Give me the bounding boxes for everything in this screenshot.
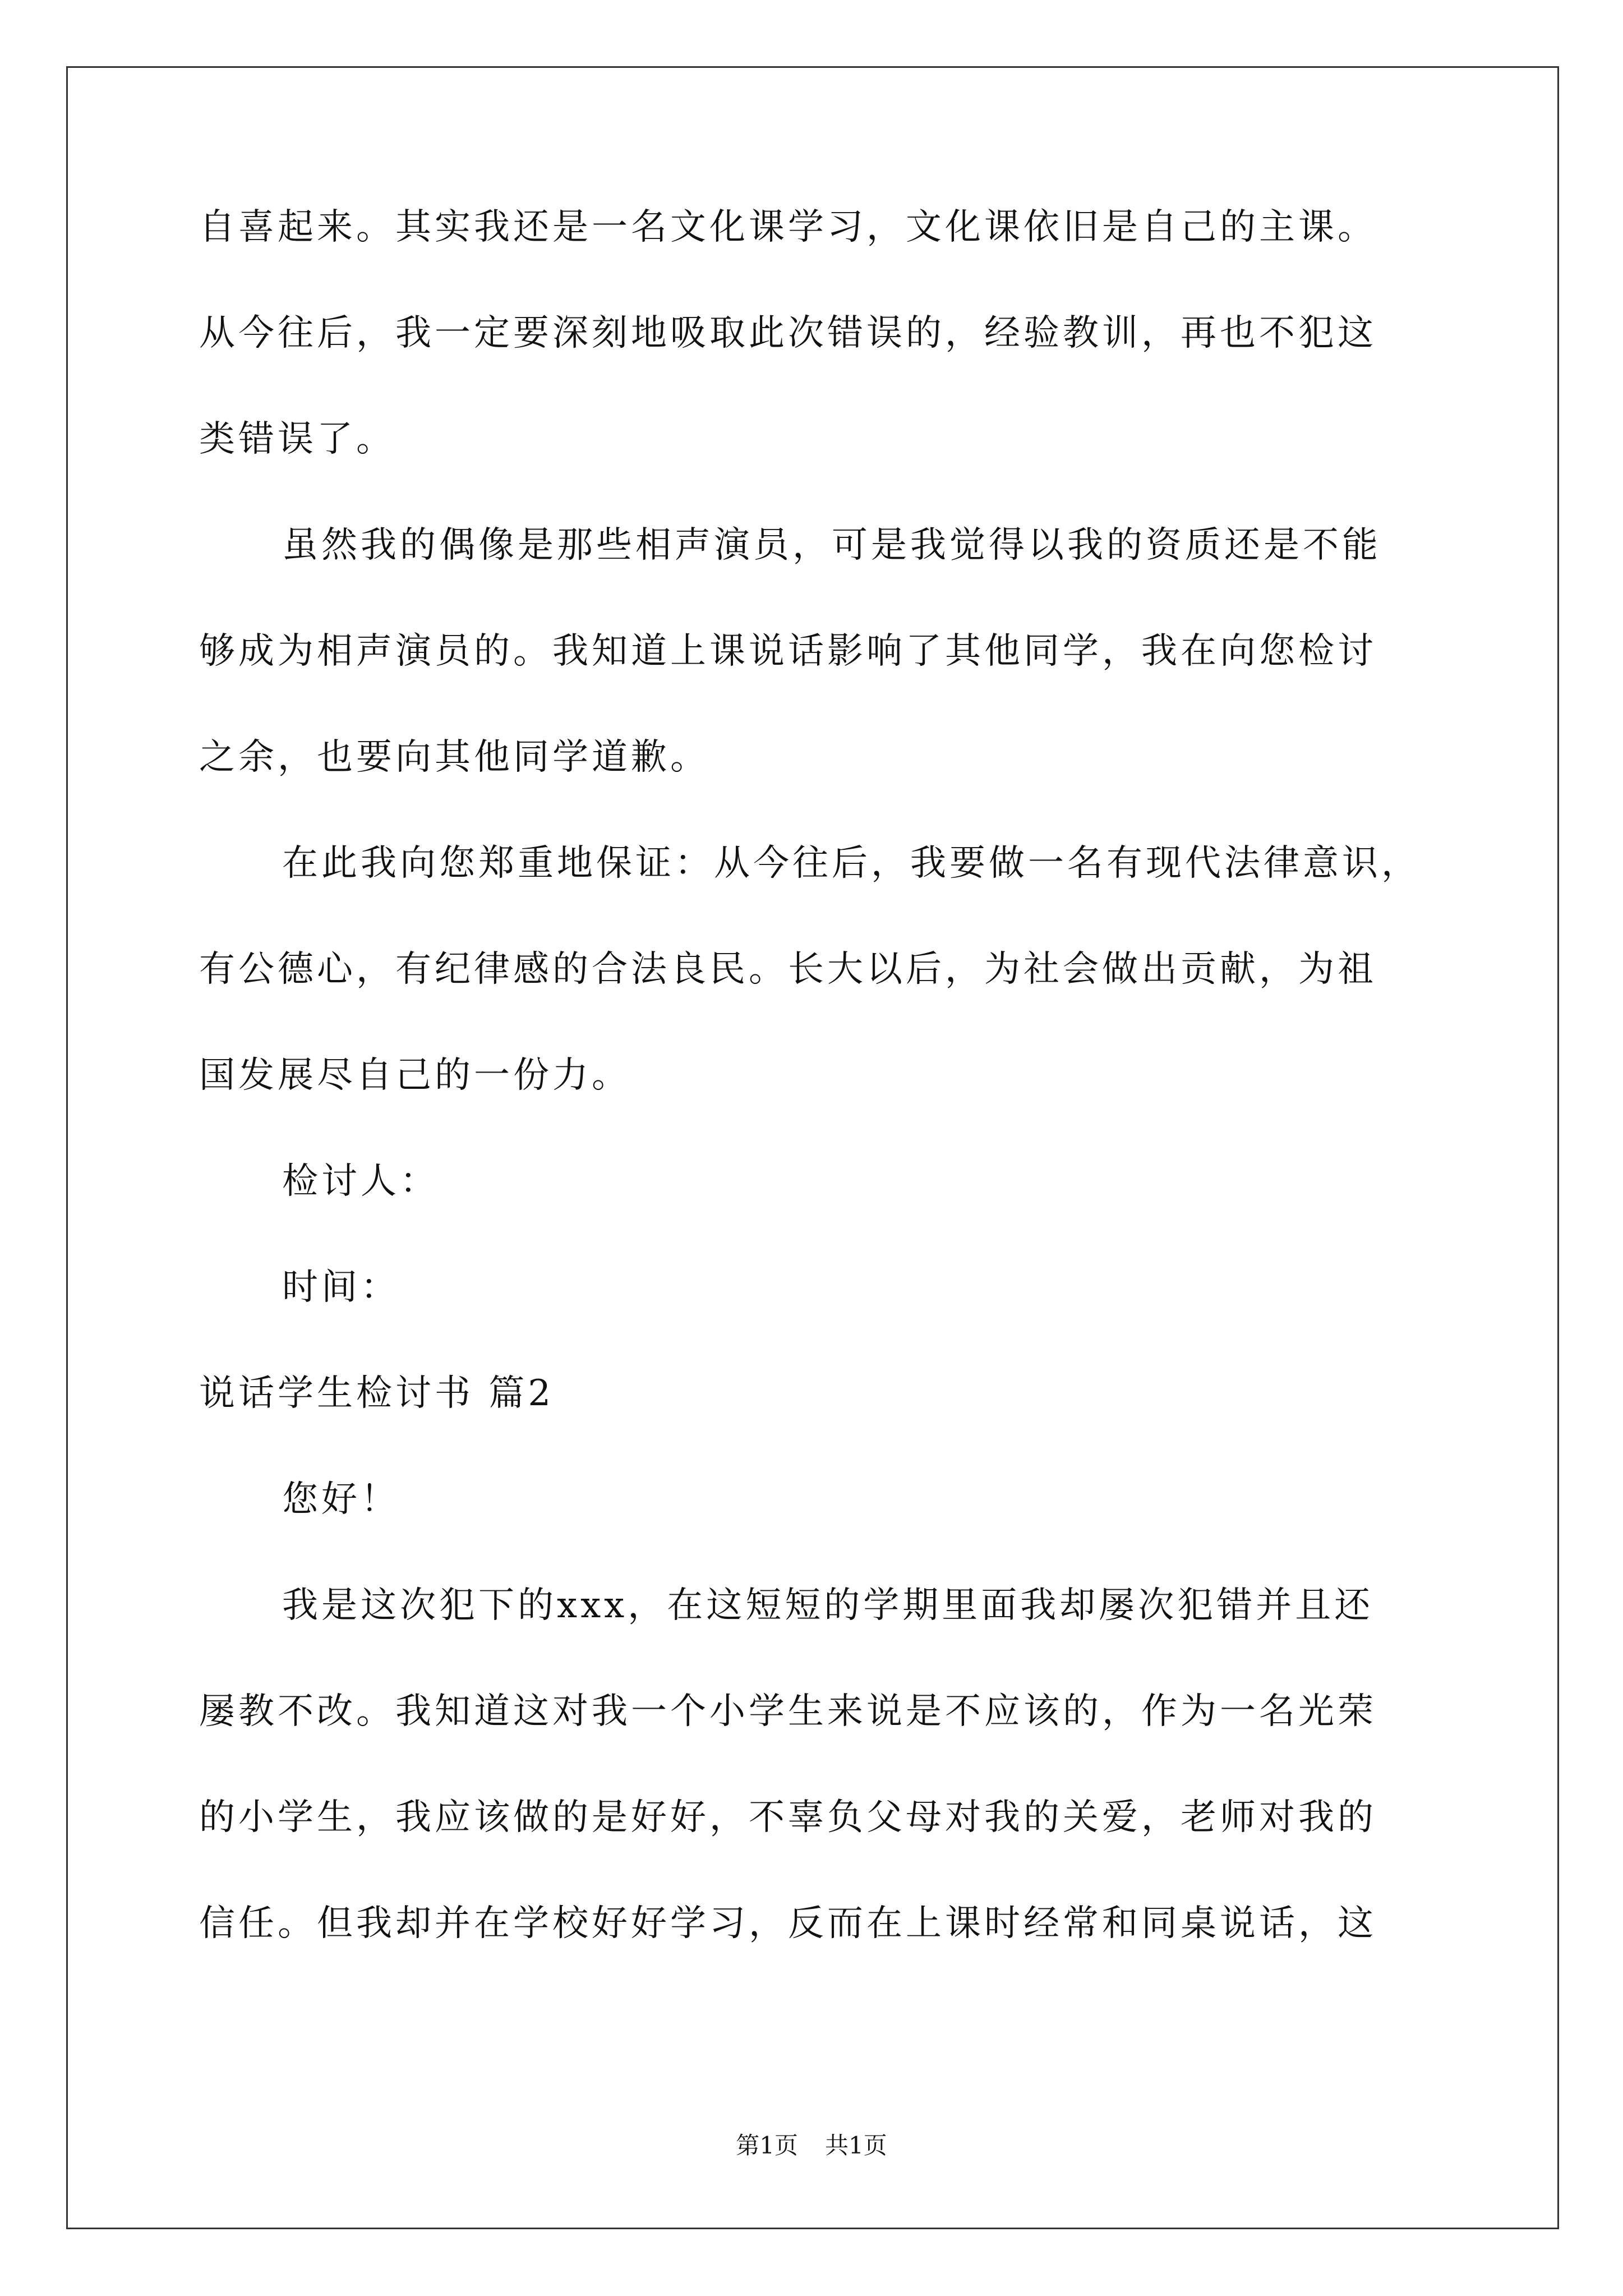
document-body — [199, 208, 1422, 2010]
greeting-line: 您好！ — [282, 1479, 400, 1520]
page-count: 共1页 — [825, 2132, 887, 2159]
text-line: 我是这次犯下的xxx，在这短短的学期里面我却屡次犯错并且还 — [282, 1585, 1374, 1626]
signature-line: 检讨人： — [282, 1161, 439, 1202]
text-line: 的小学生，我应该做的是好好，不辜负父母对我的关爱，老师对我的 — [199, 1797, 1377, 1838]
text-line: 类错误了。 — [199, 418, 395, 460]
text-line: 信任。但我却并在学校好好学习，反而在上课时经常和同桌说话，这 — [199, 1903, 1377, 1944]
text-line: 自喜起来。其实我还是一名文化课学习，文化课依旧是自己的主课。 — [199, 206, 1377, 248]
text-line: 之余，也要向其他同学道歉。 — [199, 737, 709, 778]
text-line: 有公德心，有纪律感的合法良民。长大以后，为社会做出贡献，为祖 — [199, 949, 1377, 990]
text-line: 虽然我的偶像是那些相声演员，可是我觉得以我的资质还是不能 — [282, 524, 1381, 566]
text-line: 屡教不改。我知道这对我一个小学生来说是不应该的，作为一名光荣 — [199, 1691, 1377, 1732]
page-number: 第1页 — [736, 2132, 798, 2159]
page-footer — [0, 2132, 1623, 2160]
text-line: 从今往后，我一定要深刻地吸取此次错误的，经验教训，再也不犯这 — [199, 312, 1377, 354]
section-heading: 说话学生检讨书 篇2 — [199, 1373, 555, 1414]
text-line: 在此我向您郑重地保证：从今往后，我要做一名有现代法律意识， — [282, 843, 1421, 884]
text-line: 国发展尽自己的一份力。 — [199, 1055, 631, 1096]
text-line: 够成为相声演员的。我知道上课说话影响了其他同学，我在向您检讨 — [199, 631, 1377, 672]
date-line: 时间： — [282, 1267, 400, 1308]
